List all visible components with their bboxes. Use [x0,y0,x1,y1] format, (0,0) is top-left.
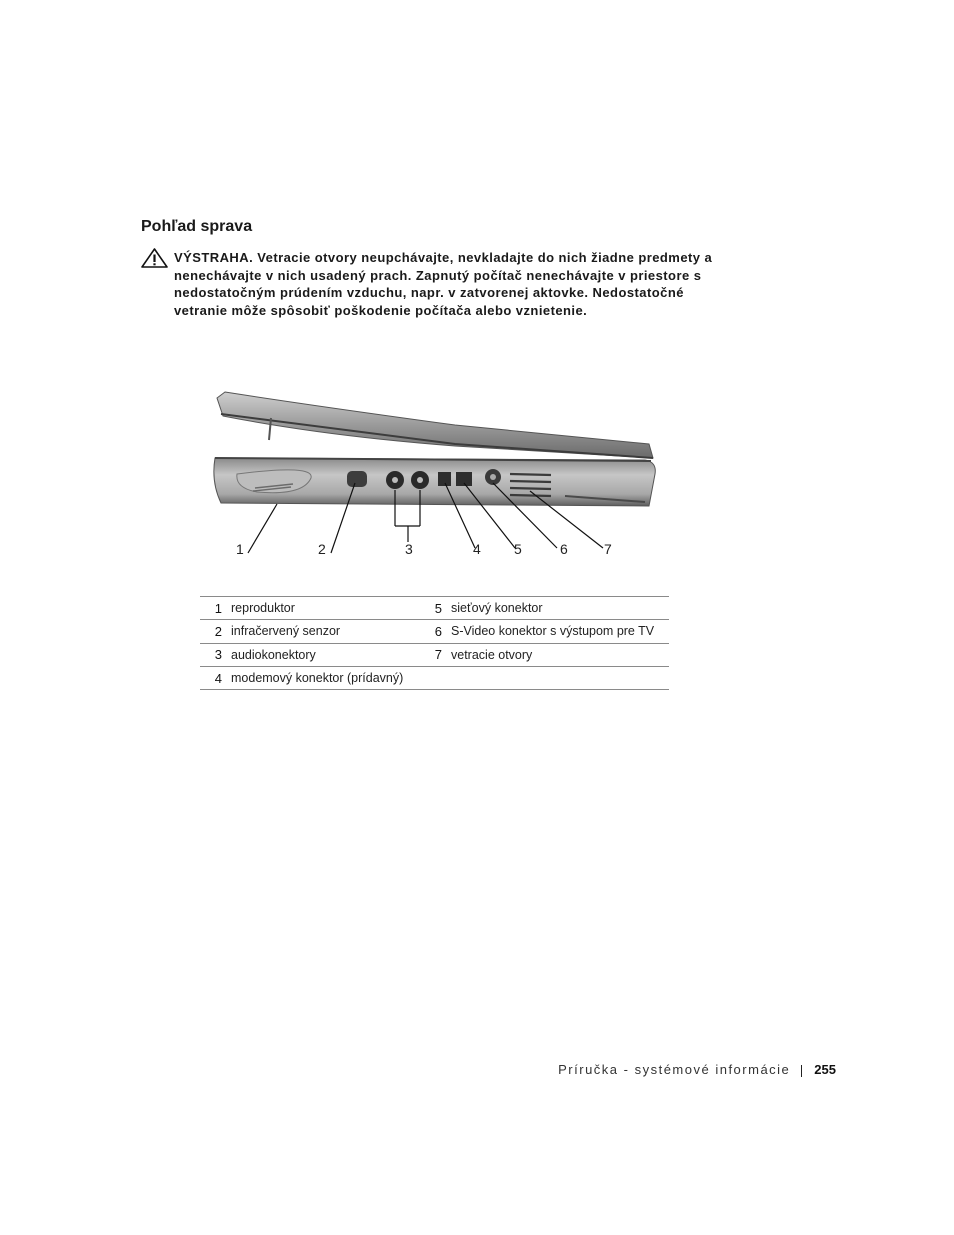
callout-5: 5 [514,541,522,557]
legend-label: reproduktor [222,597,420,620]
table-row [200,597,669,620]
table-row [200,643,669,666]
laptop-right-side-illustration [205,378,665,568]
legend-number: 6 [420,620,442,643]
legend-number: 7 [420,643,442,666]
legend-label: vetracie otvory [442,643,669,666]
footer-separator [801,1065,802,1077]
legend-number: 1 [200,597,222,620]
callout-legend-table [200,596,669,690]
legend-number [420,666,442,689]
page-number: 255 [814,1062,836,1077]
legend-number: 3 [200,643,222,666]
legend-label: modemový konektor (prídavný) [222,666,420,689]
legend-label [442,666,669,689]
callout-3: 3 [405,541,413,557]
page-footer [500,1062,836,1077]
table-row [200,620,669,643]
warning-triangle-icon [141,248,168,268]
footer-title: Príručka - systémové informácie [558,1062,791,1077]
callout-2: 2 [318,541,326,557]
legend-number: 2 [200,620,222,643]
legend-label: S-Video konektor s výstupom pre TV [442,620,669,643]
callout-7: 7 [604,541,612,557]
callout-1: 1 [236,541,244,557]
legend-number: 5 [420,597,442,620]
legend-label: sieťový konektor [442,597,669,620]
legend-number: 4 [200,666,222,689]
callout-6: 6 [560,541,568,557]
table-row [200,666,669,689]
warning-text: VÝSTRAHA. Vetracie otvory neupchávajte, nevkladajte do nich žiadne predmety a nenechávajte v nich usadený prach. Zapnutý počítač nenechávajte v priestore s nedostatočným prúdením vzduchu, napr. v zatvorenej aktovke. Nedostatočné vetranie môže spôsobiť poškodenie počítača alebo vznietenie. [174,250,713,318]
legend-label: audiokonektory [222,643,420,666]
callout-4: 4 [473,541,481,557]
legend-label: infračervený senzor [222,620,420,643]
section-heading: Pohľad sprava [141,218,253,235]
